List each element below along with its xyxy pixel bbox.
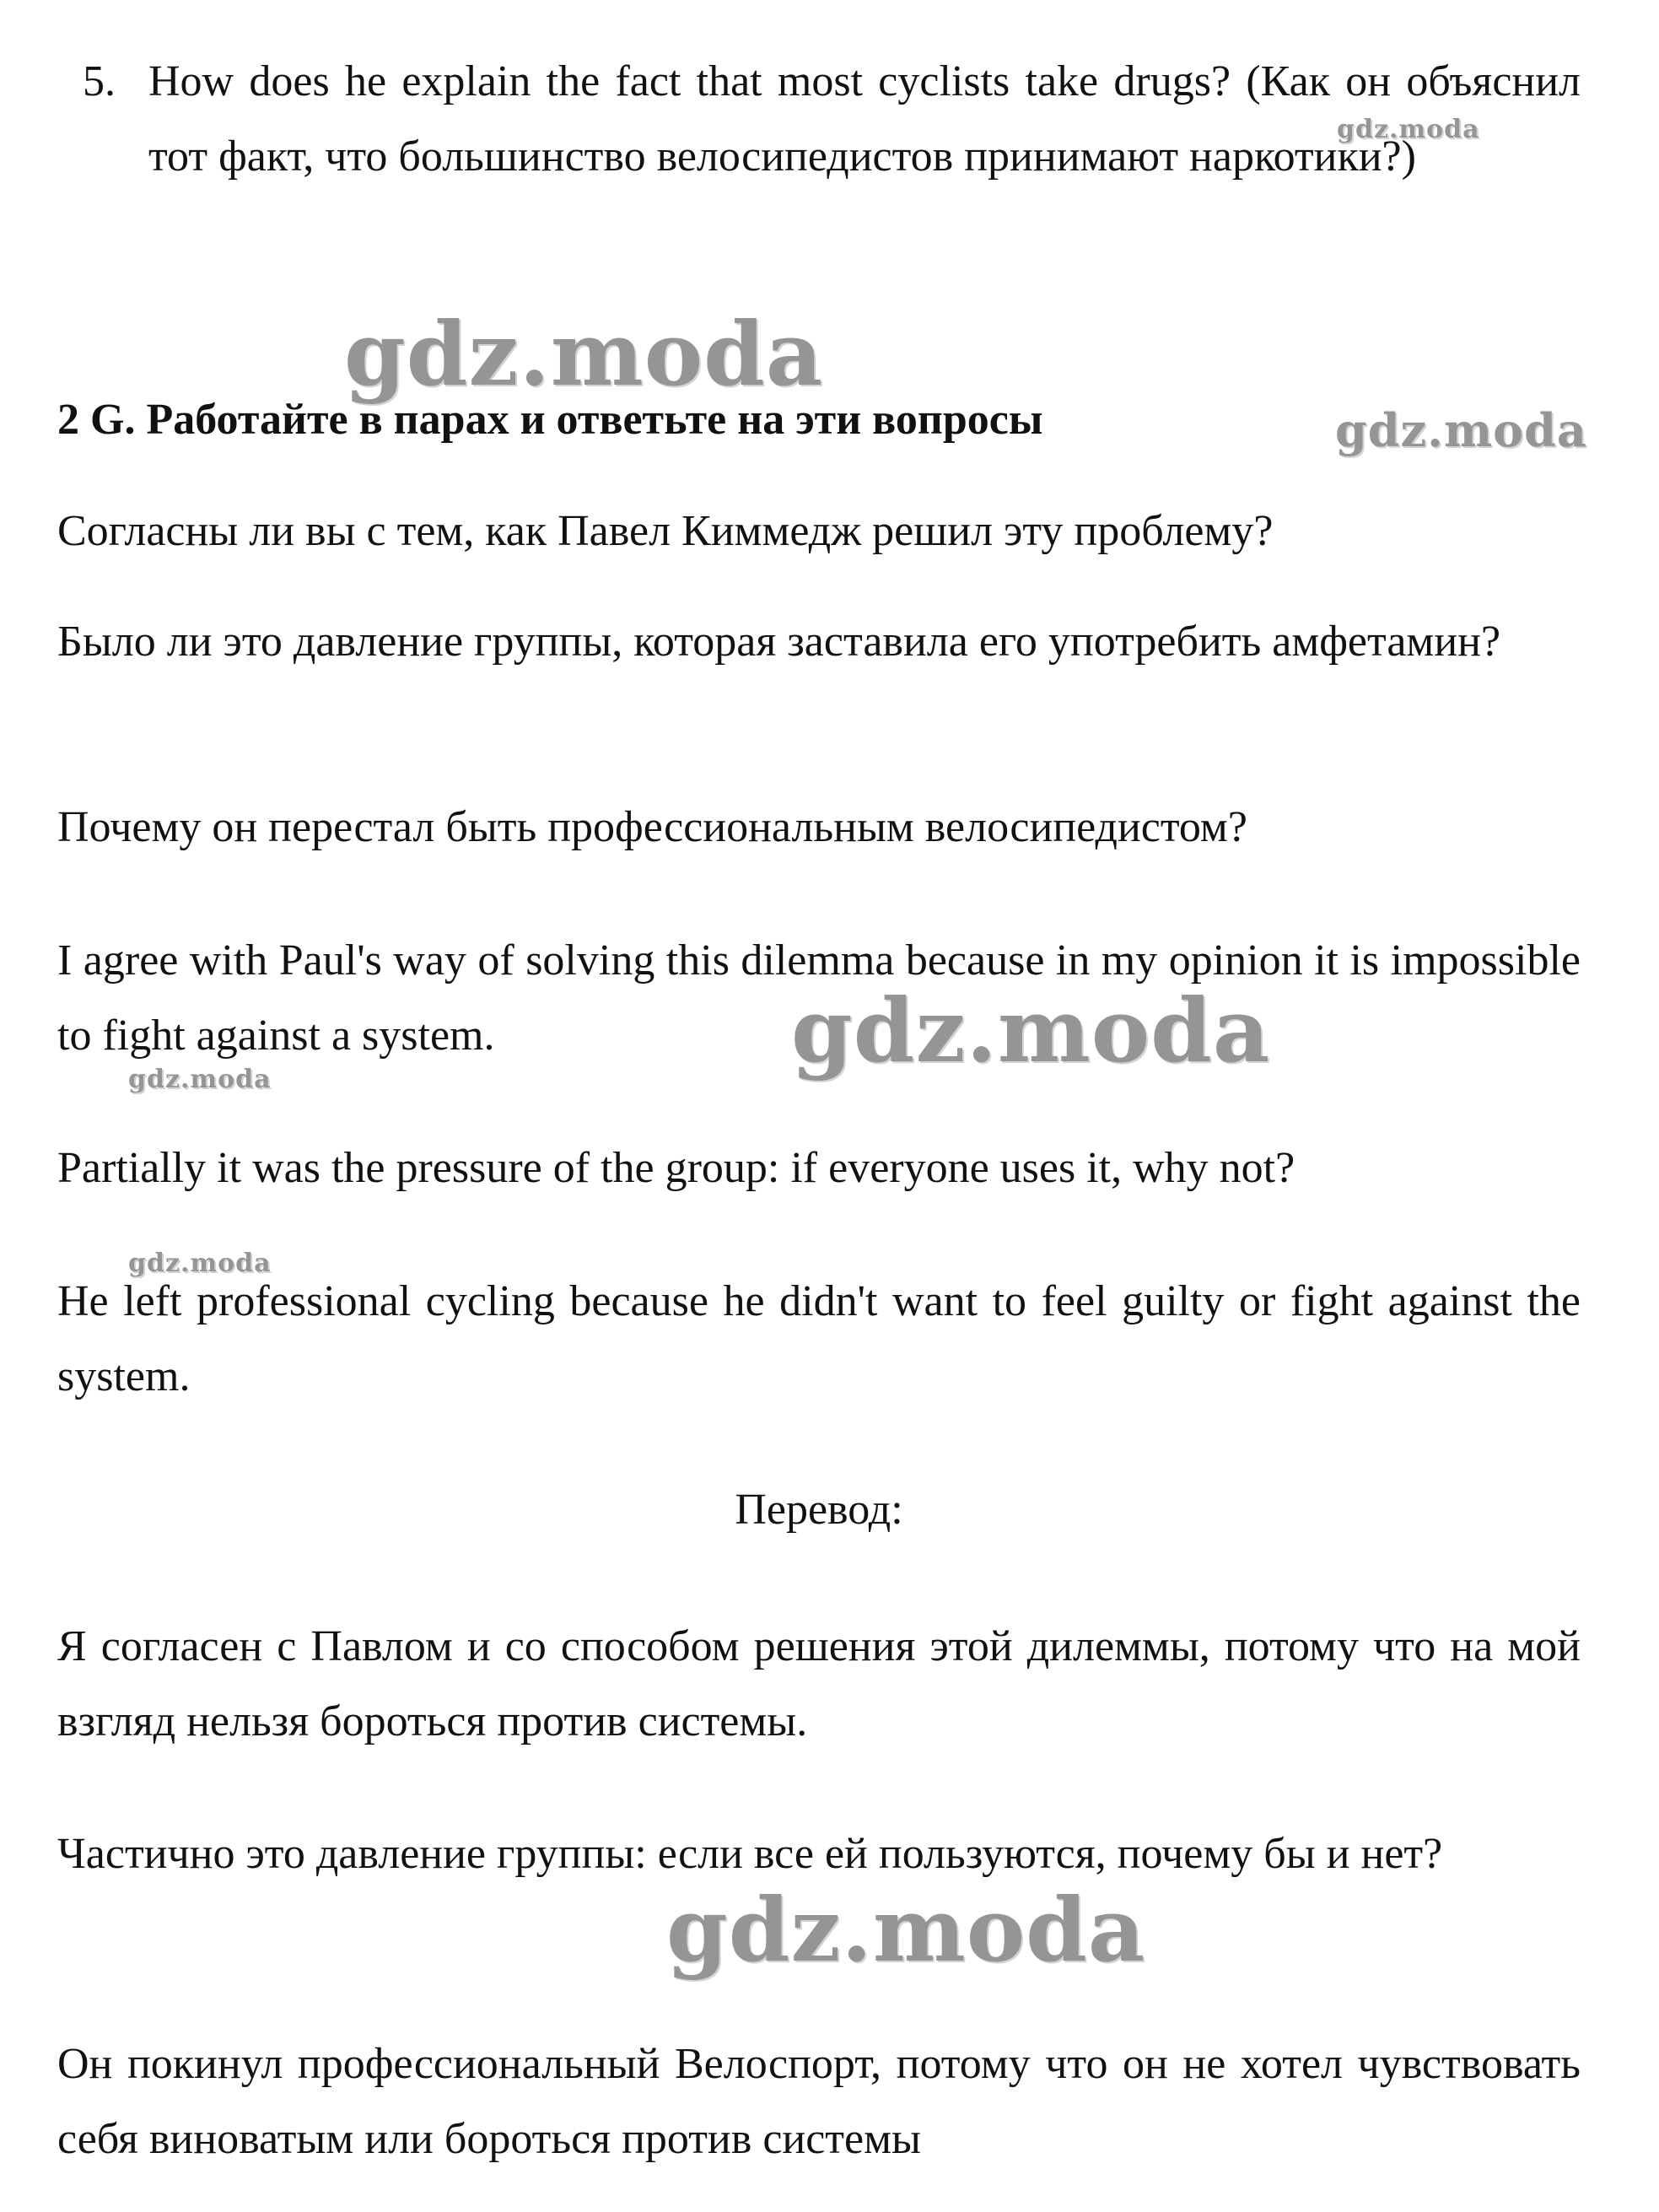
watermark: gdz.moda (1337, 115, 1480, 144)
answer-2: Partially it was the pressure of the group: if everyone uses it, why not? (57, 1144, 1295, 1192)
question-text: How does he explain the fact that most cyclists take drugs? (Как он объяснил тот факт, что большинство велосипедистов принимают наркотики?) (148, 57, 1581, 181)
question-1: Согласны ли вы с тем, как Павел Киммедж решил эту проблему? (57, 507, 1274, 555)
question-3: Почему он перестал быть профессиональным велосипедистом? (57, 803, 1247, 851)
watermark: gdz.moda (1335, 403, 1587, 457)
translation-label: Перевод: (735, 1486, 903, 1534)
watermark: gdz.moda (791, 979, 1271, 1082)
watermark: gdz.moda (128, 1249, 272, 1278)
answer-3: He left professional cycling because he didn't want to feel guilty or fight against the system. (57, 1277, 1581, 1400)
translation-2: Частично это давление группы: если все ей пользуются, почему бы и нет? (57, 1830, 1443, 1878)
watermark: gdz.moda (666, 1878, 1146, 1982)
answer-1: I agree with Paul's way of solving this dilemma because in my opinion it is impossible to fight against a system. (57, 936, 1581, 1060)
question-number: 5. (83, 57, 116, 105)
translation-3: Он покинул профессиональный Велоспорт, потому что он не хотел чувствовать себя виноватым или бороться против системы (57, 2040, 1581, 2163)
watermark: gdz.moda (128, 1065, 272, 1094)
section-heading: 2 G. Работайте в парах и ответьте на эти вопросы (57, 396, 1043, 444)
translation-1: Я согласен с Павлом и со способом решения этой дилеммы, потому что на мой взгляд нельзя бороться против системы. (57, 1622, 1581, 1745)
question-2: Было ли это давление группы, которая заставила его употребить амфетамин? (57, 618, 1501, 666)
watermark: gdz.moda (344, 302, 824, 406)
